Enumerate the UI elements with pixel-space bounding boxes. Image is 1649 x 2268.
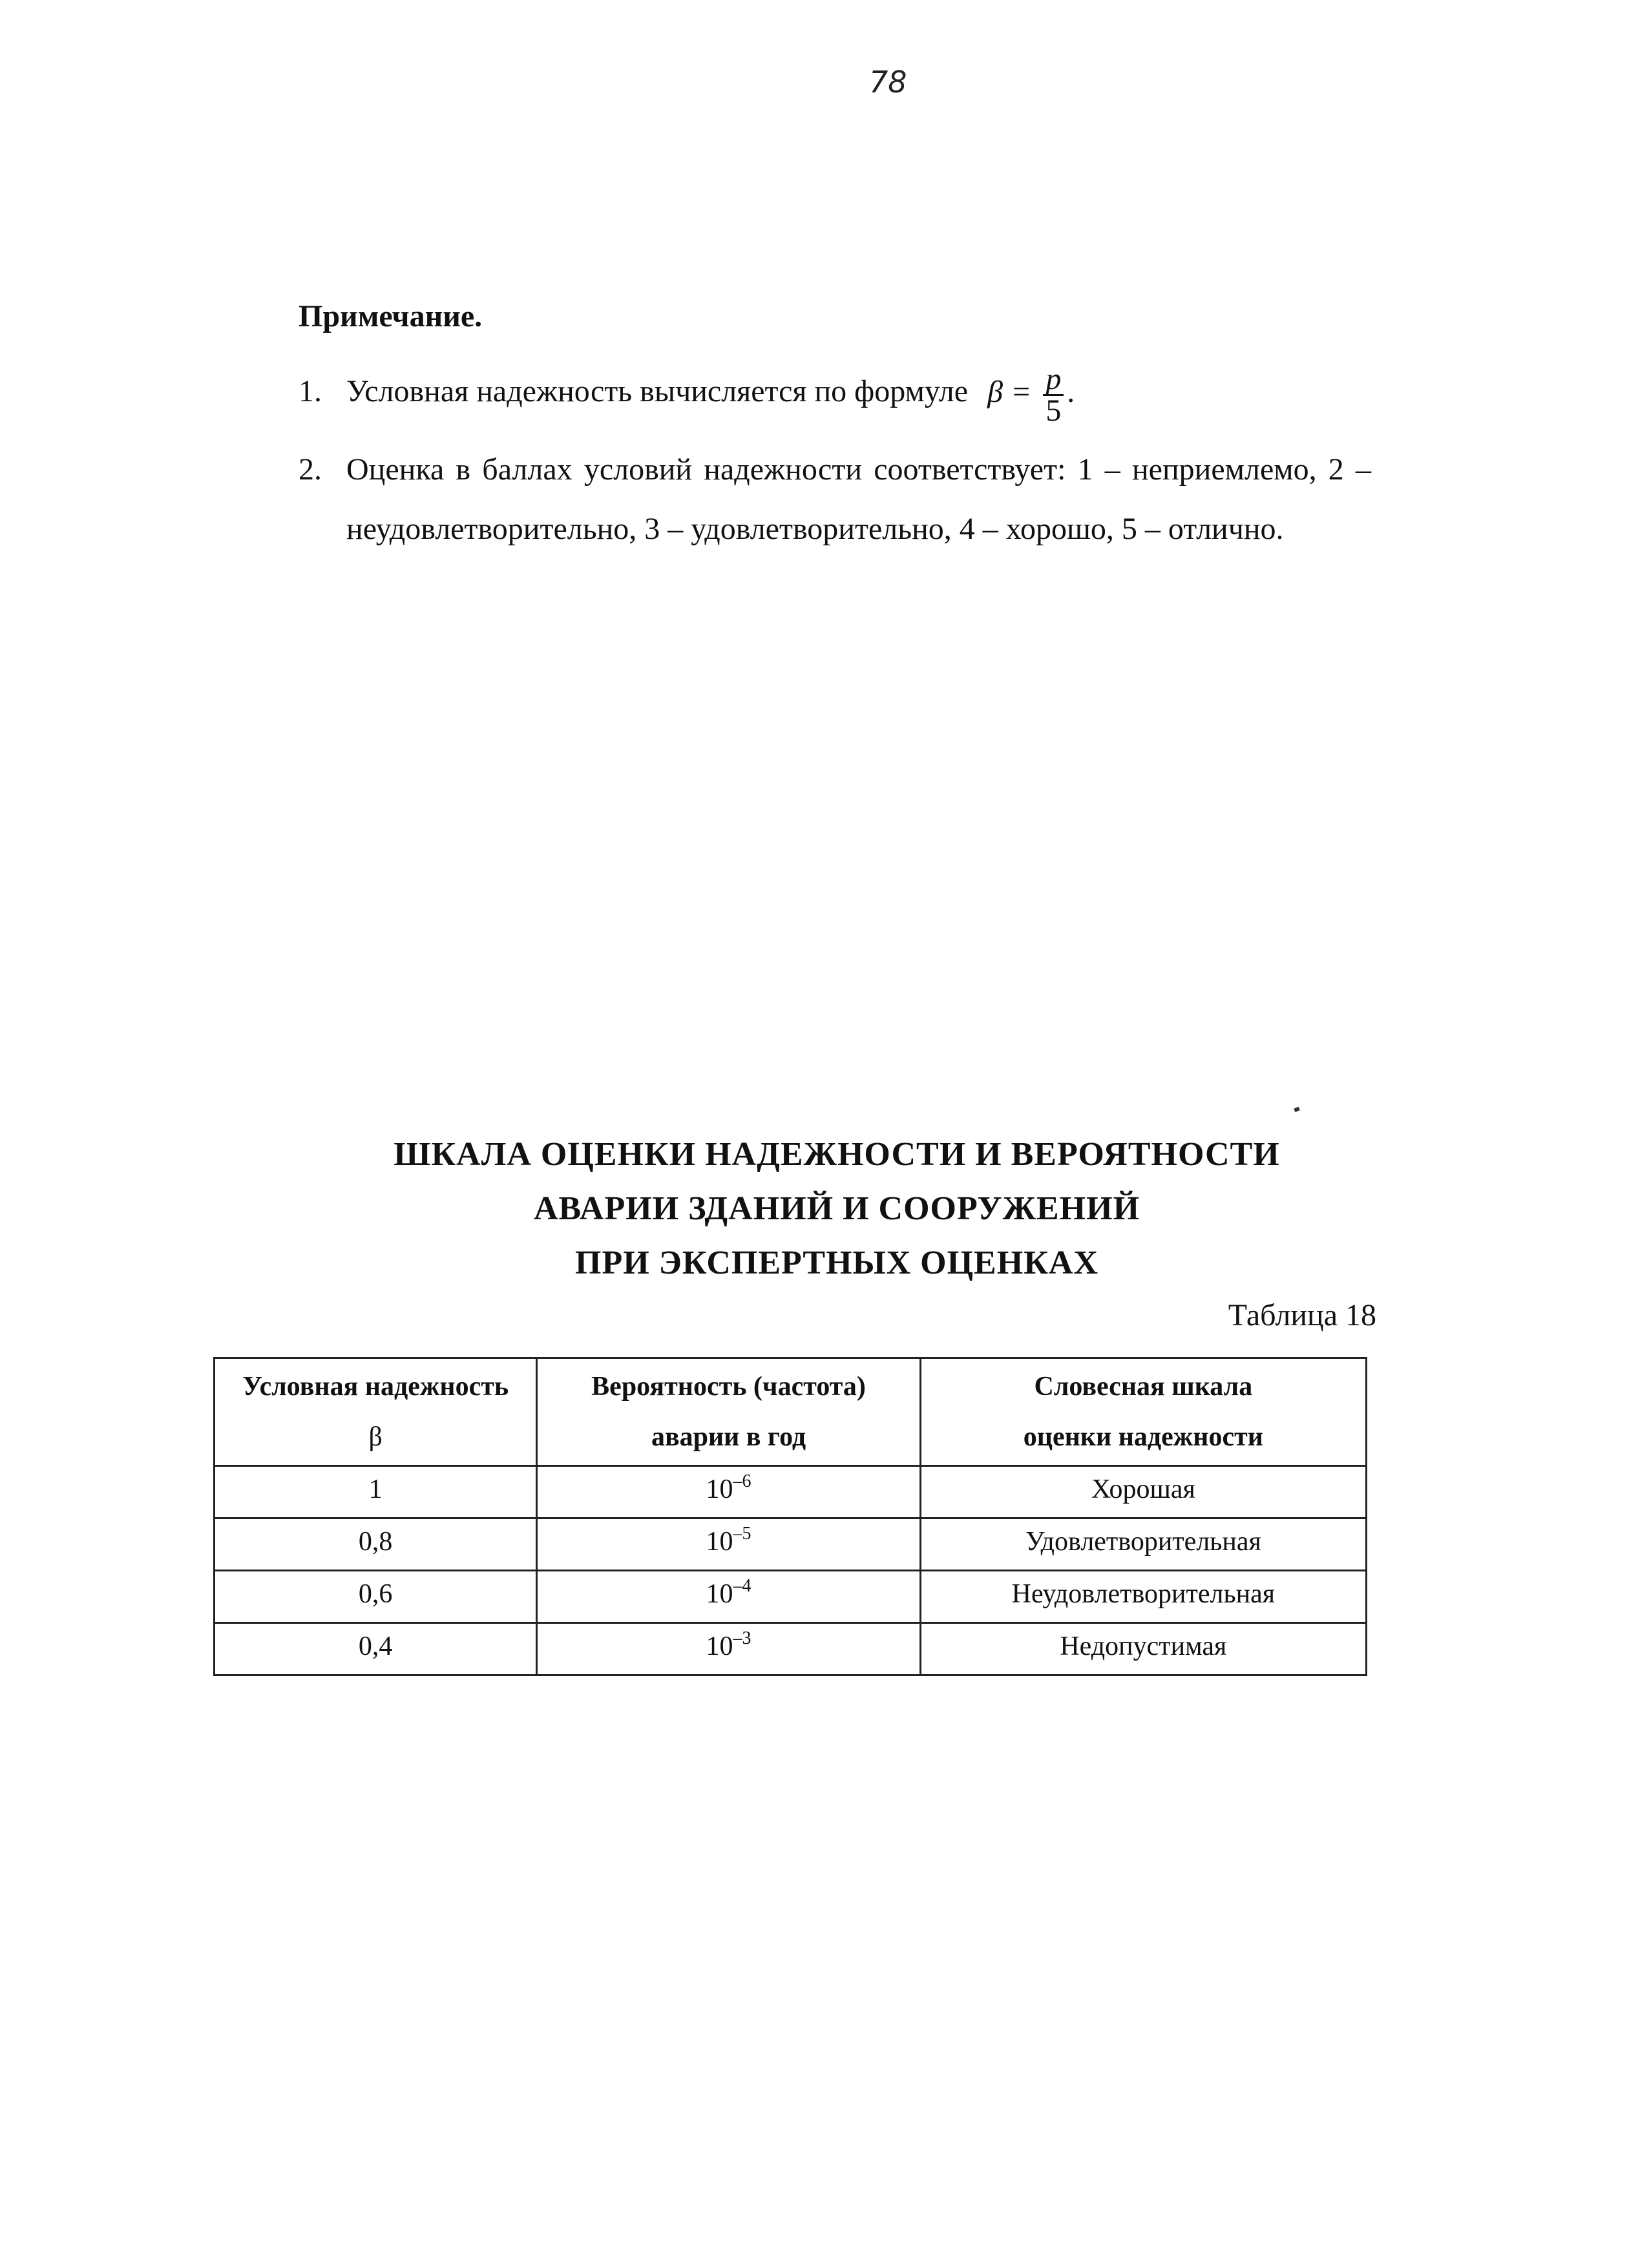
table-caption: Таблица 18 [1228, 1298, 1376, 1332]
cell-verbal-rating: Удовлетворительная [920, 1518, 1366, 1571]
probability-base: 10 [706, 1475, 733, 1504]
formula-denominator: 5 [1045, 393, 1062, 428]
table-row [215, 1571, 1367, 1623]
note-item-number: 1. [299, 374, 322, 408]
cell-probability [537, 1623, 920, 1675]
table-row [215, 1466, 1367, 1518]
cell-beta: 0,6 [215, 1571, 537, 1623]
header-line: β [368, 1422, 383, 1452]
note-item-number: 2. [299, 452, 322, 487]
header-line: аварии в год [651, 1422, 806, 1452]
table-title [297, 1128, 1376, 1290]
table-row [215, 1518, 1367, 1571]
reliability-formula [987, 361, 1076, 428]
probability-exponent: –6 [733, 1471, 751, 1491]
cell-verbal-rating: Хорошая [920, 1466, 1366, 1518]
formula-numerator: p [1043, 364, 1064, 396]
table-title-line: АВАРИИ ЗДАНИЙ И СООРУЖЕНИЙ [533, 1190, 1140, 1227]
probability-exponent: –5 [733, 1524, 751, 1544]
header-line: оценки надежности [1023, 1422, 1263, 1452]
note-heading: Примечание. [299, 299, 483, 333]
cell-probability [537, 1571, 920, 1623]
probability-base: 10 [706, 1579, 733, 1609]
probability-base: 10 [706, 1632, 733, 1661]
header-conditional-reliability [215, 1358, 537, 1466]
cell-beta: 0,4 [215, 1623, 537, 1675]
cell-probability [537, 1518, 920, 1571]
header-line: Условная надежность [242, 1372, 509, 1402]
formula-lhs: β = [987, 375, 1032, 410]
note-item-text: Оценка в баллах условий надежности соответствует: 1 – неприемлемо, 2 – неудовлетворительно, 3 – удовлетворительно, 4 – хорошо, 5 – отлично. [346, 452, 1371, 546]
reliability-scale-table [213, 1357, 1367, 1676]
header-line: Словесная шкала [1034, 1372, 1253, 1402]
table-row [215, 1623, 1367, 1675]
cell-probability [537, 1466, 920, 1518]
note-item-text: Условная надежность вычисляется по формуле [346, 374, 969, 408]
probability-exponent: –3 [733, 1628, 751, 1648]
note-item-scale [299, 440, 1371, 559]
cell-beta: 1 [215, 1466, 537, 1518]
header-verbal-scale [920, 1358, 1366, 1466]
cell-verbal-rating: Неудовлетворительная [920, 1571, 1366, 1623]
page-number: 78 [869, 65, 907, 100]
table-title-line: ШКАЛА ОЦЕНКИ НАДЕЖНОСТИ И ВЕРОЯТНОСТИ [394, 1136, 1280, 1173]
probability-exponent: –4 [733, 1576, 751, 1596]
cell-verbal-rating: Недопустимая [920, 1623, 1366, 1675]
formula-fraction [1043, 361, 1064, 428]
header-line: Вероятность (частота) [591, 1372, 866, 1402]
note-list [299, 362, 1371, 559]
header-accident-probability [537, 1358, 920, 1466]
note-item-formula [299, 362, 1371, 426]
stray-scan-mark [1294, 1107, 1300, 1113]
cell-beta: 0,8 [215, 1518, 537, 1571]
formula-suffix: . [1067, 375, 1076, 410]
table-header-row [215, 1358, 1367, 1466]
table-title-line: ПРИ ЭКСПЕРТНЫХ ОЦЕНКАХ [575, 1244, 1098, 1281]
probability-base: 10 [706, 1527, 733, 1557]
